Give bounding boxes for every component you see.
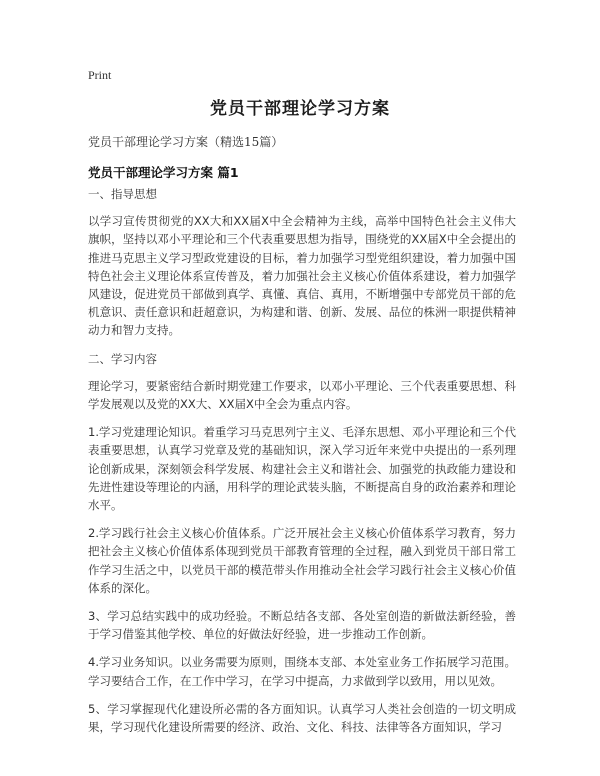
print-label[interactable]: Print xyxy=(88,68,112,82)
subheading-study-content: 二、学习内容 xyxy=(88,351,157,366)
subheading-guiding-thought: 一、指导思想 xyxy=(88,187,157,201)
document-body xyxy=(88,185,516,746)
paragraph: 1.学习党建理论知识。着重学习马克思列宁主义、毛泽东思想、邓小平理论和三个代表重要思想，认真学习党章及党的基础知识，深入学习近年来党中央提出的一系列理论创新成果，深刻领会科学发展、构建社会主义和谐社会、加强党的执政能力建设和先进性建设等理论的内涵，用科学的理论武装头脑，不断提高自身的政治素养和理论水平。 xyxy=(88,425,516,513)
page-title: 党员干部理论学习方案 xyxy=(210,99,390,119)
paragraph: 理论学习，要紧密结合新时期党建工作要求，以邓小平理论、三个代表重要思想、科学发展观以及党的XX大、XX届X中全会为重点内容。 xyxy=(88,378,516,412)
document-subtitle: 党员干部理论学习方案（精选15篇） xyxy=(88,135,284,149)
paragraph: 4.学习业务知识。以业务需要为原则，围绕本支部、本处室业务工作拓展学习范围。学习要结合工作，在工作中学习，在学习中提高，力求做到学以致用，用以见效。 xyxy=(88,655,516,688)
paragraph: 3、学习总结实践中的成功经验。不断总结各支部、各处室创造的新做法新经验，善于学习借鉴其他学校、单位的好做法好经验，进一步推动工作创新。 xyxy=(88,609,516,642)
paragraph: 2.学习践行社会主义核心价值体系。广泛开展社会主义核心价值体系学习教育，努力把社会主义核心价值体系体现到党员干部教育管理的全过程，融入到党员干部日常工作学习生活之中，以党员干部的模范带头作用推动全社会学习践行社会主义核心价值体系的深化。 xyxy=(88,526,516,595)
section-heading: 党员干部理论学习方案 篇1 xyxy=(88,165,239,180)
paragraph: 5、学习掌握现代化建设所必需的各方面知识。认真学习人类社会创造的一切文明成果，学习现代化建设所需要的经济、政治、文化、科技、法律等各方面知识，学习 xyxy=(88,701,516,735)
paragraph: 以学习宣传贯彻党的XX大和XX届X中全会精神为主线，高举中国特色社会主义伟大旗帜，坚持以邓小平理论和三个代表重要思想为指导，围绕党的XX届X中全会提出的推进马克思主义学习型政党建设的目标，着力加强学习型党组织建设，着力加强中国特色社会主义理论体系宣传普及，着力加强社会主义核心价值体系建设，着力加强学风建设，促进党员干部做到真学、真懂、真信、真用，不断增强中专部党员干部的危机意识、责任意识和赶超意识，为构建和谐、创新、发展、品位的株洲一职提供精神动力和智力支持。 xyxy=(88,214,516,338)
